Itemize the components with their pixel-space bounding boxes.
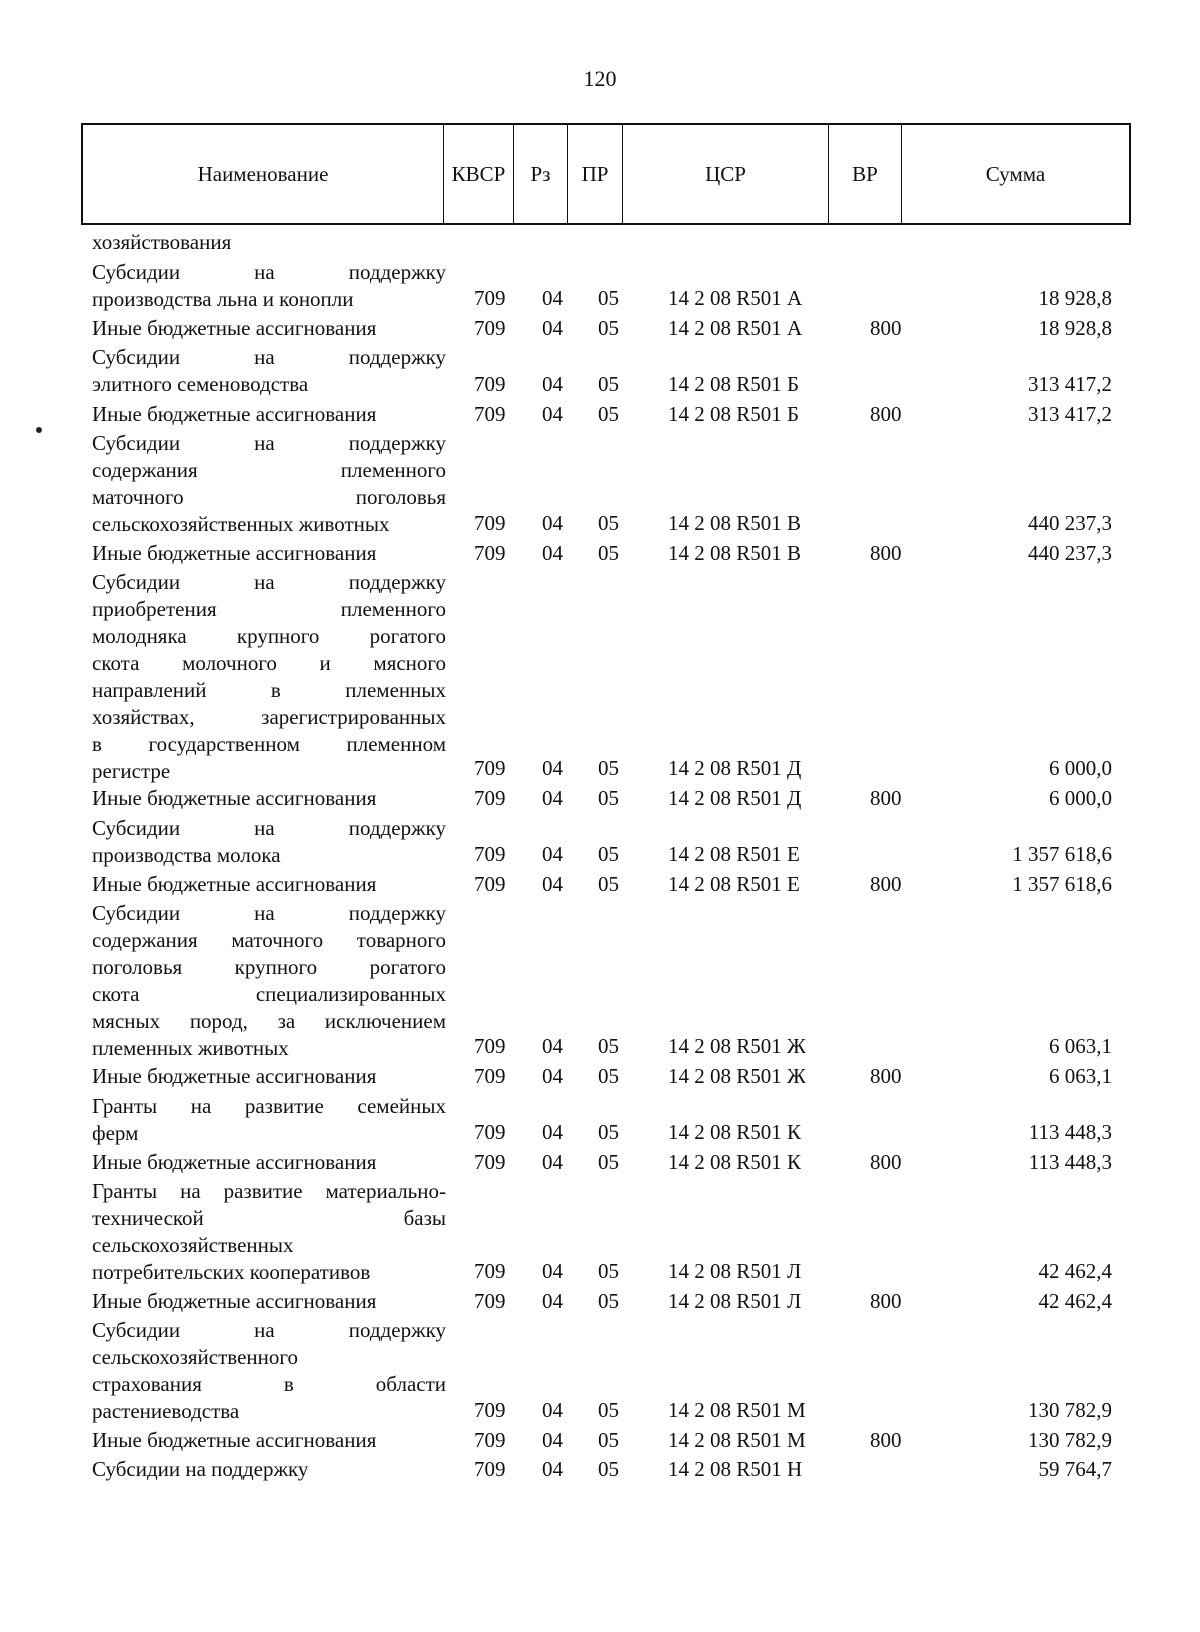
header-name: Наименование [83,125,444,223]
row-csr: 14 2 08 R501 Ж [668,1064,806,1088]
row-name [92,1317,446,1425]
row-vr: 800 [870,1064,902,1088]
row-csr: 14 2 08 R501 Е [668,871,800,896]
row-pr: 05 [598,1149,619,1174]
row-kvsr: 709 [474,371,506,396]
row-pr: 05 [598,1427,619,1452]
row-name [92,401,446,428]
row-name [92,229,446,256]
row-kvsr: 709 [474,1064,506,1088]
row-kvsr: 709 [474,1120,506,1145]
row-name-line: технической базы [92,1206,446,1231]
row-rz: 04 [542,786,563,810]
row-name [92,785,446,812]
row-sum: 59 764,7 [1038,1457,1112,1482]
row-rz: 04 [542,315,563,340]
row-rz: 04 [542,871,563,896]
row-name-line: Субсидии на поддержку [92,570,446,595]
row-csr: 14 2 08 R501 В [668,510,802,535]
row-name-line: маточного поголовья [92,485,446,510]
row-sum: 6 000,0 [1049,756,1112,781]
row-csr: 14 2 08 R501 М [668,1398,806,1423]
row-pr: 05 [598,756,619,781]
row-name-line: молодняка крупного рогатого [92,624,446,649]
row-name-line: поголовья крупного рогатого [92,955,446,980]
row-name [92,344,446,398]
row-kvsr: 709 [474,786,506,810]
row-rz: 04 [542,842,563,867]
row-rz: 04 [542,756,563,781]
row-vr: 800 [870,1427,902,1452]
row-csr: 14 2 08 R501 А [668,286,803,311]
row-pr: 05 [598,1288,619,1313]
row-pr: 05 [598,786,619,810]
row-csr: 14 2 08 R501 Б [668,371,800,396]
row-name-line: сельскохозяйственных животных [92,512,390,537]
row-name-line: Субсидии на поддержку [92,815,446,840]
row-name-line: направлений в племенных [92,678,446,703]
row-name-line: Иные бюджетные ассигнования [92,1288,377,1313]
row-vr: 800 [870,1288,902,1313]
row-pr: 05 [598,1120,619,1145]
row-pr: 05 [598,1034,619,1059]
row-name-line: Иные бюджетные ассигнования [92,786,377,810]
row-pr: 05 [598,1398,619,1423]
row-vr: 800 [870,315,902,340]
row-name-line: Гранты на развитие материально- [92,1179,446,1204]
row-name-line: Субсидии на поддержку [92,1457,309,1482]
row-name-line: Субсидии на поддержку [92,901,446,926]
row-sum: 18 928,8 [1038,315,1112,340]
row-rz: 04 [542,1398,563,1423]
row-vr: 800 [870,540,902,565]
row-kvsr: 709 [474,286,506,311]
row-name-line: приобретения племенного [92,597,446,622]
row-kvsr: 709 [474,1259,506,1284]
row-name-line: Субсидии на поддержку [92,1318,446,1343]
row-csr: 14 2 08 R501 Ж [668,1034,806,1059]
row-kvsr: 709 [474,871,506,896]
row-rz: 04 [542,1259,563,1284]
row-kvsr: 709 [474,401,506,426]
row-name-line: в государственном племенном [92,732,446,757]
row-name-line: скота молочного и мясного [92,651,446,676]
row-vr: 800 [870,871,902,896]
row-sum: 130 782,9 [1028,1427,1112,1452]
row-name [92,1063,446,1090]
header-vr: ВР [829,125,902,223]
row-pr: 05 [598,401,619,426]
row-pr: 05 [598,315,619,340]
row-name-line: элитного семеноводства [92,372,309,397]
row-csr: 14 2 08 R501 Л [668,1288,802,1313]
row-name-line: Субсидии на поддержку [92,345,446,370]
row-csr: 14 2 08 R501 К [668,1120,802,1145]
row-name [92,1093,446,1147]
row-sum: 6 000,0 [1049,786,1112,810]
row-csr: 14 2 08 R501 М [668,1427,806,1452]
row-name-line: Гранты на развитие семейных [92,1093,446,1118]
row-sum: 6 063,1 [1049,1064,1112,1088]
page-number: 120 [583,66,617,91]
header-kvsr: КВСР [444,125,514,223]
row-name [92,1288,446,1315]
row-name-line: потребительских кооперативов [92,1260,371,1285]
row-name-line: сельскохозяйственного [92,1345,298,1370]
row-sum: 313 417,2 [1028,401,1112,426]
row-kvsr: 709 [474,315,506,340]
row-name-line: содержания племенного [92,458,446,483]
row-kvsr: 709 [474,1149,506,1174]
row-csr: 14 2 08 R501 А [668,315,803,340]
row-kvsr: 709 [474,540,506,565]
row-rz: 04 [542,1427,563,1452]
row-name [92,1427,446,1454]
row-pr: 05 [598,871,619,896]
row-name-line: Иные бюджетные ассигнования [92,1064,377,1088]
row-rz: 04 [542,1064,563,1088]
row-name [92,430,446,538]
row-rz: 04 [542,1457,563,1482]
row-csr: 14 2 08 R501 Н [668,1457,803,1482]
row-kvsr: 709 [474,842,506,867]
row-rz: 04 [542,286,563,311]
header-pr: ПР [568,125,623,223]
row-name [92,1456,446,1483]
row-name-line: содержания маточного товарного [92,928,446,953]
row-sum: 113 448,3 [1028,1120,1112,1145]
row-name-line: Иные бюджетные ассигнования [92,315,377,340]
row-name-line: Иные бюджетные ассигнования [92,540,377,565]
row-name [92,871,446,898]
row-name-line: производства льна и конопли [92,286,354,311]
row-pr: 05 [598,1259,619,1284]
row-csr: 14 2 08 R501 Б [668,401,800,426]
header-csr: ЦСР [623,125,829,223]
row-pr: 05 [598,510,619,535]
row-vr: 800 [870,786,902,810]
row-kvsr: 709 [474,1034,506,1059]
row-sum: 130 782,9 [1028,1398,1112,1423]
row-name [92,1178,446,1286]
row-rz: 04 [542,1288,563,1313]
row-name-line: сельскохозяйственных [92,1233,294,1258]
row-name-line: хозяйствования [92,230,232,254]
row-sum: 6 063,1 [1049,1034,1112,1059]
row-name-line: Иные бюджетные ассигнования [92,1149,377,1174]
row-pr: 05 [598,540,619,565]
row-rz: 04 [542,540,563,565]
row-rz: 04 [542,401,563,426]
row-vr: 800 [870,401,902,426]
row-name [92,900,446,1062]
row-name-line: Иные бюджетные ассигнования [92,401,377,426]
row-sum: 42 462,4 [1038,1288,1112,1313]
row-name-line: мясных пород, за исключением [92,1009,446,1034]
row-name [92,315,446,342]
row-sum: 1 357 618,6 [1012,871,1112,896]
row-name-line: Субсидии на поддержку [92,431,446,456]
row-name-line: племенных животных [92,1036,289,1061]
row-sum: 42 462,4 [1038,1259,1112,1284]
header-sum: Сумма [985,161,1046,186]
row-kvsr: 709 [474,1288,506,1313]
header-rz: Рз [514,125,568,223]
row-pr: 05 [598,1457,619,1482]
row-name [92,259,446,313]
row-name-line: ферм [92,1120,139,1145]
row-csr: 14 2 08 R501 В [668,540,802,565]
row-sum: 313 417,2 [1028,371,1112,396]
row-name [92,540,446,567]
row-sum: 18 928,8 [1038,286,1112,311]
row-rz: 04 [542,1149,563,1174]
row-csr: 14 2 08 R501 К [668,1149,802,1174]
row-pr: 05 [598,1064,619,1088]
row-csr: 14 2 08 R501 Е [668,842,800,867]
row-name-line: растениеводства [92,1399,240,1424]
row-kvsr: 709 [474,510,506,535]
row-rz: 04 [542,510,563,535]
row-kvsr: 709 [474,1427,506,1452]
row-name-line: Иные бюджетные ассигнования [92,871,377,896]
row-csr: 14 2 08 R501 Л [668,1259,802,1284]
row-name-line: Субсидии на поддержку [92,259,446,284]
row-rz: 04 [542,1034,563,1059]
row-sum: 440 237,3 [1028,510,1112,535]
row-pr: 05 [598,286,619,311]
row-name-line: регистре [92,759,171,784]
row-name-line: Иные бюджетные ассигнования [92,1427,377,1452]
row-rz: 04 [542,371,563,396]
row-kvsr: 709 [474,756,506,781]
row-csr: 14 2 08 R501 Д [668,786,802,810]
row-name-line: страхования в области [92,1372,446,1397]
row-kvsr: 709 [474,1398,506,1423]
row-kvsr: 709 [474,1457,506,1482]
row-rz: 04 [542,1120,563,1145]
row-pr: 05 [598,371,619,396]
row-csr: 14 2 08 R501 Д [668,756,802,781]
row-sum: 1 357 618,6 [1012,842,1112,867]
row-name-line: скота специализированных [92,982,446,1007]
row-name [92,815,446,869]
row-pr: 05 [598,842,619,867]
row-name-line: производства молока [92,842,281,867]
row-name [92,1149,446,1176]
row-sum: 113 448,3 [1028,1149,1112,1174]
row-sum: 440 237,3 [1028,540,1112,565]
row-name-line: хозяйствах, зарегистрированных [92,705,446,730]
row-vr: 800 [870,1149,902,1174]
row-name [92,569,446,785]
